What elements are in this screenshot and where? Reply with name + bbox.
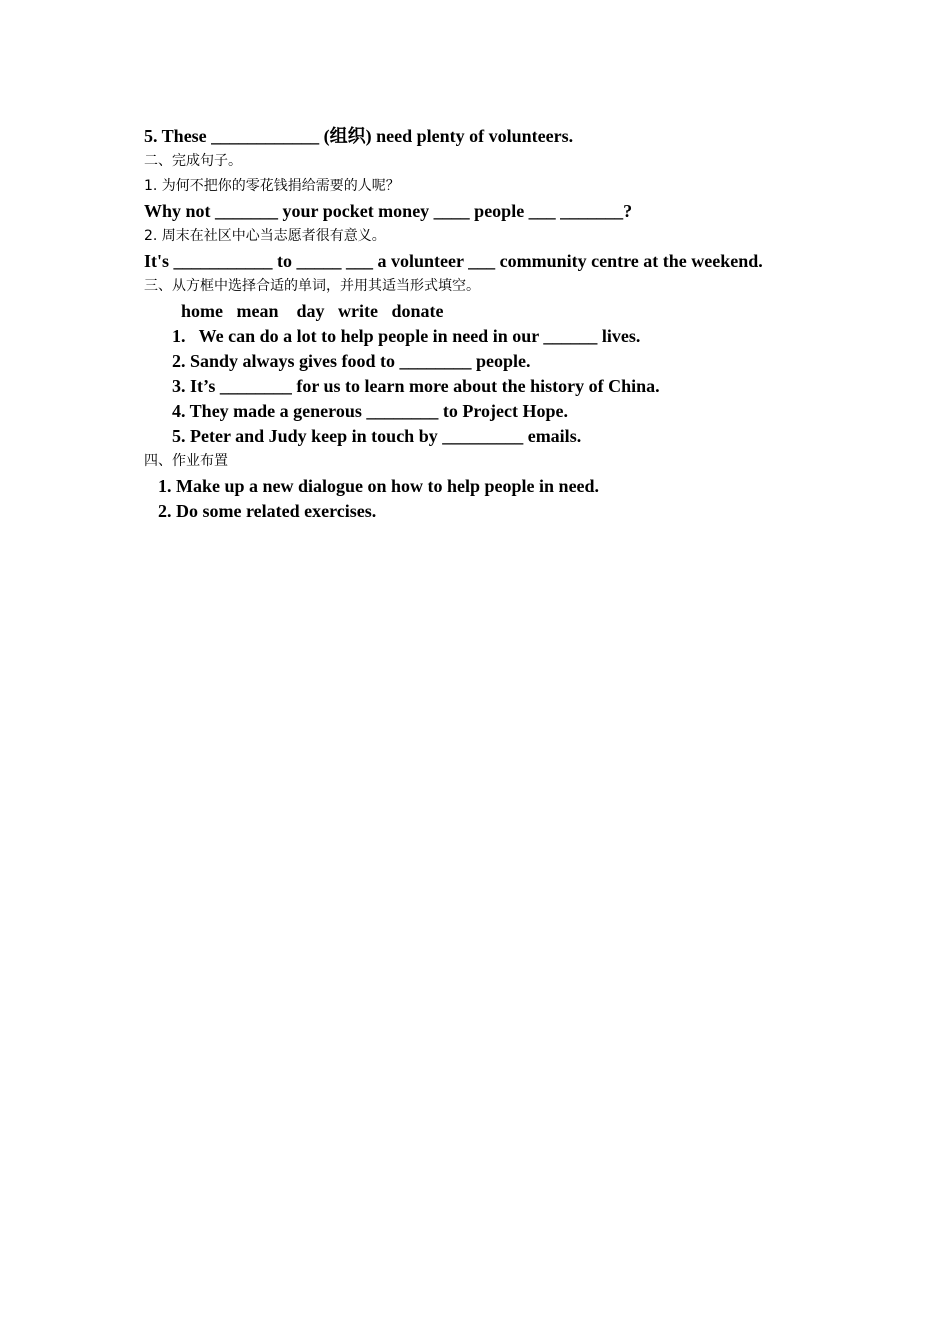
homework-item-2: 2. Do some related exercises. [158, 501, 377, 521]
part3-item-3: 3. It’s ________ for us to learn more about the history of China. [172, 376, 660, 396]
part2-heading: 二、完成句子。 [144, 153, 242, 169]
part2-question-1-chinese: 1. 为何不把你的零花钱捐给需要的人呢？ [144, 178, 400, 194]
homework-item-1: 1. Make up a new dialogue on how to help people in need. [158, 476, 600, 496]
part3-heading: 三、从方框中选择合适的单词，并用其适当形式填空。 [144, 278, 480, 294]
part4-heading: 四、作业布置 [144, 453, 228, 469]
part1-question-5: 5. These ____________ (组织) need plenty of volunteers. [144, 126, 574, 146]
worksheet-page [144, 124, 844, 524]
part2-question-2-english: It's ___________ to _____ ___ a volunteer ___ community centre at the weekend. [144, 251, 763, 271]
part3-item-2: 2. Sandy always gives food to ________ people. [172, 351, 531, 371]
part3-item-1: 1. We can do a lot to help people in need in our ______ lives. [172, 326, 641, 346]
word-box: home mean day write donate [181, 301, 444, 321]
part3-item-4: 4. They made a generous ________ to Project Hope. [172, 401, 568, 421]
part2-question-2-chinese: 2. 周末在社区中心当志愿者很有意义。 [144, 228, 386, 244]
part3-item-5: 5. Peter and Judy keep in touch by _________ emails. [172, 426, 582, 446]
part2-question-1-english: Why not _______ your pocket money ____ people ___ _______? [144, 201, 633, 221]
